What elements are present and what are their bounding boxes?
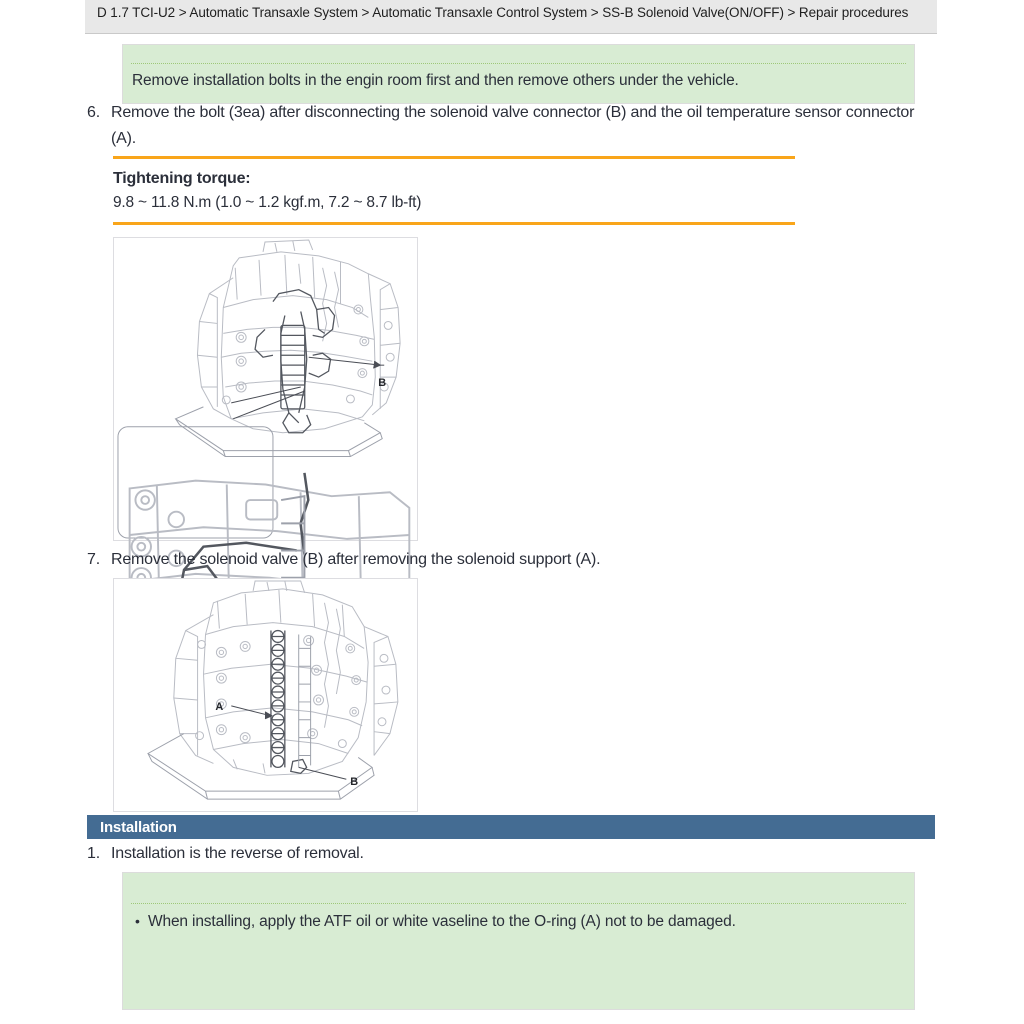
transaxle-line-drawing-2 — [114, 579, 417, 811]
step-7 — [87, 547, 927, 573]
step-6-number: 6. — [87, 104, 100, 121]
step-6 — [87, 100, 927, 152]
figure-1-callout-b: B — [378, 377, 387, 390]
figure-2-callout-a: A — [215, 700, 224, 713]
installation-step-1 — [87, 841, 927, 867]
note-box-installation — [122, 872, 915, 1010]
note-text: Remove installation bolts in the engin room first and then remove others under the vehicle. — [132, 72, 739, 89]
torque-value: 9.8 ~ 11.8 N.m (1.0 ~ 1.2 kgf.m, 7.2 ~ 8.7 lb-ft) — [113, 194, 422, 211]
breadcrumb-bar — [85, 0, 937, 34]
tightening-torque-block — [113, 156, 795, 225]
figure-transaxle-connectors — [113, 237, 418, 541]
installation-step-1-text: Installation is the reverse of removal. — [111, 845, 364, 862]
installation-section-header — [87, 815, 935, 839]
step-7-text: Remove the solenoid valve (B) after removing the solenoid support (A). — [111, 551, 601, 568]
torque-rule-bottom — [113, 222, 795, 225]
figure-solenoid-valve-support — [113, 578, 418, 812]
installation-header-label: Installation — [100, 819, 177, 836]
note-divider-line — [131, 903, 906, 905]
figure-2-callout-b: B — [350, 776, 359, 789]
document-content — [0, 34, 1024, 1024]
torque-label: Tightening torque: — [113, 170, 251, 187]
note-box-remove-bolts — [122, 44, 915, 104]
step-7-number: 7. — [87, 551, 100, 568]
note-divider-line — [131, 63, 906, 65]
torque-body — [113, 159, 795, 222]
transaxle-line-drawing-1 — [114, 238, 417, 540]
installation-step-1-number: 1. — [87, 845, 100, 862]
breadcrumb[interactable]: D 1.7 TCI-U2 > Automatic Transaxle System > Automatic Transaxle Control System > SS-B Solenoid Valve(ON/OFF) > Repair procedures — [97, 5, 909, 20]
step-6-text: Remove the bolt (3ea) after disconnecting the solenoid valve connector (B) and the oil temperature sensor connector (A). — [111, 104, 915, 147]
note-bullet-text: • When installing, apply the ATF oil or white vaseline to the O-ring (A) not to be damaged. — [148, 911, 736, 933]
